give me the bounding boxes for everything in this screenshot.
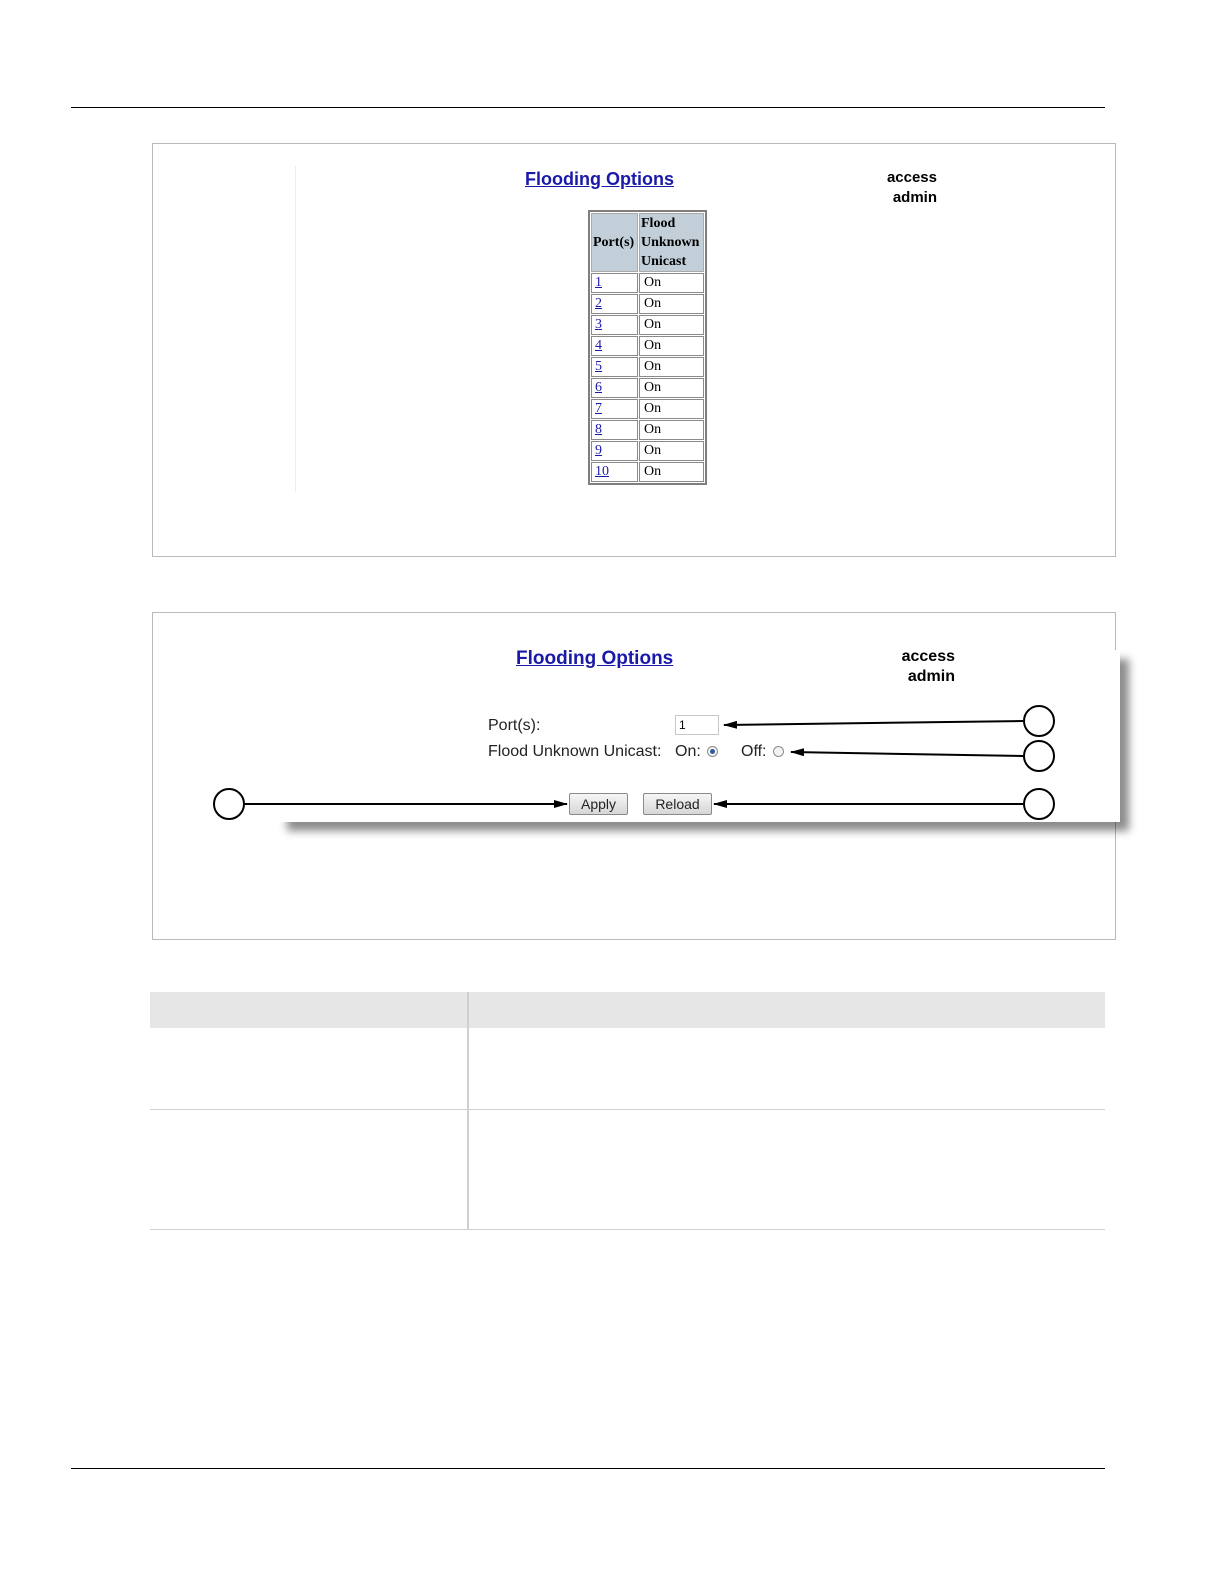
flood-unknown-unicast-label: Flood Unknown Unicast: xyxy=(488,743,662,760)
table-row xyxy=(591,420,704,440)
ports-label: Port(s): xyxy=(488,717,541,734)
sidebar-divider xyxy=(295,166,296,492)
description-column-header xyxy=(468,992,1105,1028)
flood-unknown-unicast-value: On xyxy=(639,336,704,356)
flood-unknown-unicast-value: On xyxy=(639,378,704,398)
flooding-options-table xyxy=(588,210,707,485)
table-row xyxy=(150,1110,1105,1230)
reload-button[interactable]: Reload xyxy=(643,793,712,815)
port-cell xyxy=(591,378,638,398)
callout-circle-ports xyxy=(1023,705,1055,737)
header-rule xyxy=(71,107,1105,108)
user-info xyxy=(873,168,937,208)
flood-unknown-unicast-value: On xyxy=(639,399,704,419)
port-cell xyxy=(591,294,638,314)
table-row xyxy=(150,1028,1105,1110)
parameter-table xyxy=(150,992,1105,1230)
user-name-label: admin xyxy=(907,668,955,685)
table-row xyxy=(591,315,704,335)
callout-circle-reload xyxy=(1023,788,1055,820)
table-header-row xyxy=(150,992,1105,1028)
column-header-flood-unknown-unicast: Flood Unknown Unicast xyxy=(639,213,704,272)
flood-unknown-unicast-value: On xyxy=(639,420,704,440)
port-link[interactable]: 9 xyxy=(595,443,602,458)
table-row xyxy=(591,357,704,377)
apply-button[interactable]: Apply xyxy=(569,793,628,815)
table-row xyxy=(591,462,704,482)
port-cell xyxy=(591,315,638,335)
port-cell xyxy=(591,399,638,419)
table-row xyxy=(591,294,704,314)
flooding-options-list-screenshot xyxy=(152,143,1116,557)
flooding-options-form-screenshot xyxy=(152,612,1116,940)
port-cell xyxy=(591,336,638,356)
user-access-label: access xyxy=(901,648,955,665)
port-link[interactable]: 1 xyxy=(595,275,602,290)
page-title-link[interactable]: Flooding Options xyxy=(525,169,674,189)
callout-circle-apply xyxy=(213,788,245,820)
port-cell xyxy=(591,420,638,440)
port-cell xyxy=(591,441,638,461)
callout-arrows xyxy=(153,613,1115,939)
table-row xyxy=(591,336,704,356)
flood-unknown-unicast-value: On xyxy=(639,315,704,335)
off-label: Off: xyxy=(741,743,767,760)
port-link[interactable]: 5 xyxy=(595,359,602,374)
page-title-link[interactable]: Flooding Options xyxy=(516,648,674,669)
flood-unknown-unicast-value: On xyxy=(639,357,704,377)
port-link[interactable]: 7 xyxy=(595,401,602,416)
column-header-ports: Port(s) xyxy=(591,213,638,272)
port-link[interactable]: 3 xyxy=(595,317,602,332)
callout-circle-flood xyxy=(1023,740,1055,772)
port-link[interactable]: 2 xyxy=(595,296,602,311)
flood-unknown-unicast-value: On xyxy=(639,273,704,293)
user-name-label: admin xyxy=(892,189,937,206)
port-link[interactable]: 6 xyxy=(595,380,602,395)
table-body xyxy=(591,273,704,482)
port-link[interactable]: 4 xyxy=(595,338,602,353)
user-access-label: access xyxy=(886,169,937,186)
table-row xyxy=(591,399,704,419)
port-link[interactable]: 10 xyxy=(595,464,609,479)
arrow-flood xyxy=(791,752,1023,756)
flood-unknown-unicast-value: On xyxy=(639,462,704,482)
port-link[interactable]: 8 xyxy=(595,422,602,437)
flood-unknown-unicast-value: On xyxy=(639,441,704,461)
footer-rule xyxy=(71,1468,1105,1469)
port-cell xyxy=(591,357,638,377)
parameter-column-header xyxy=(150,992,468,1028)
arrow-ports xyxy=(724,721,1023,725)
on-label: On: xyxy=(675,743,701,760)
flood-unknown-unicast-value: On xyxy=(639,294,704,314)
table-row xyxy=(591,273,704,293)
port-cell xyxy=(591,273,638,293)
table-row xyxy=(591,441,704,461)
port-cell xyxy=(591,462,638,482)
table-row xyxy=(591,378,704,398)
